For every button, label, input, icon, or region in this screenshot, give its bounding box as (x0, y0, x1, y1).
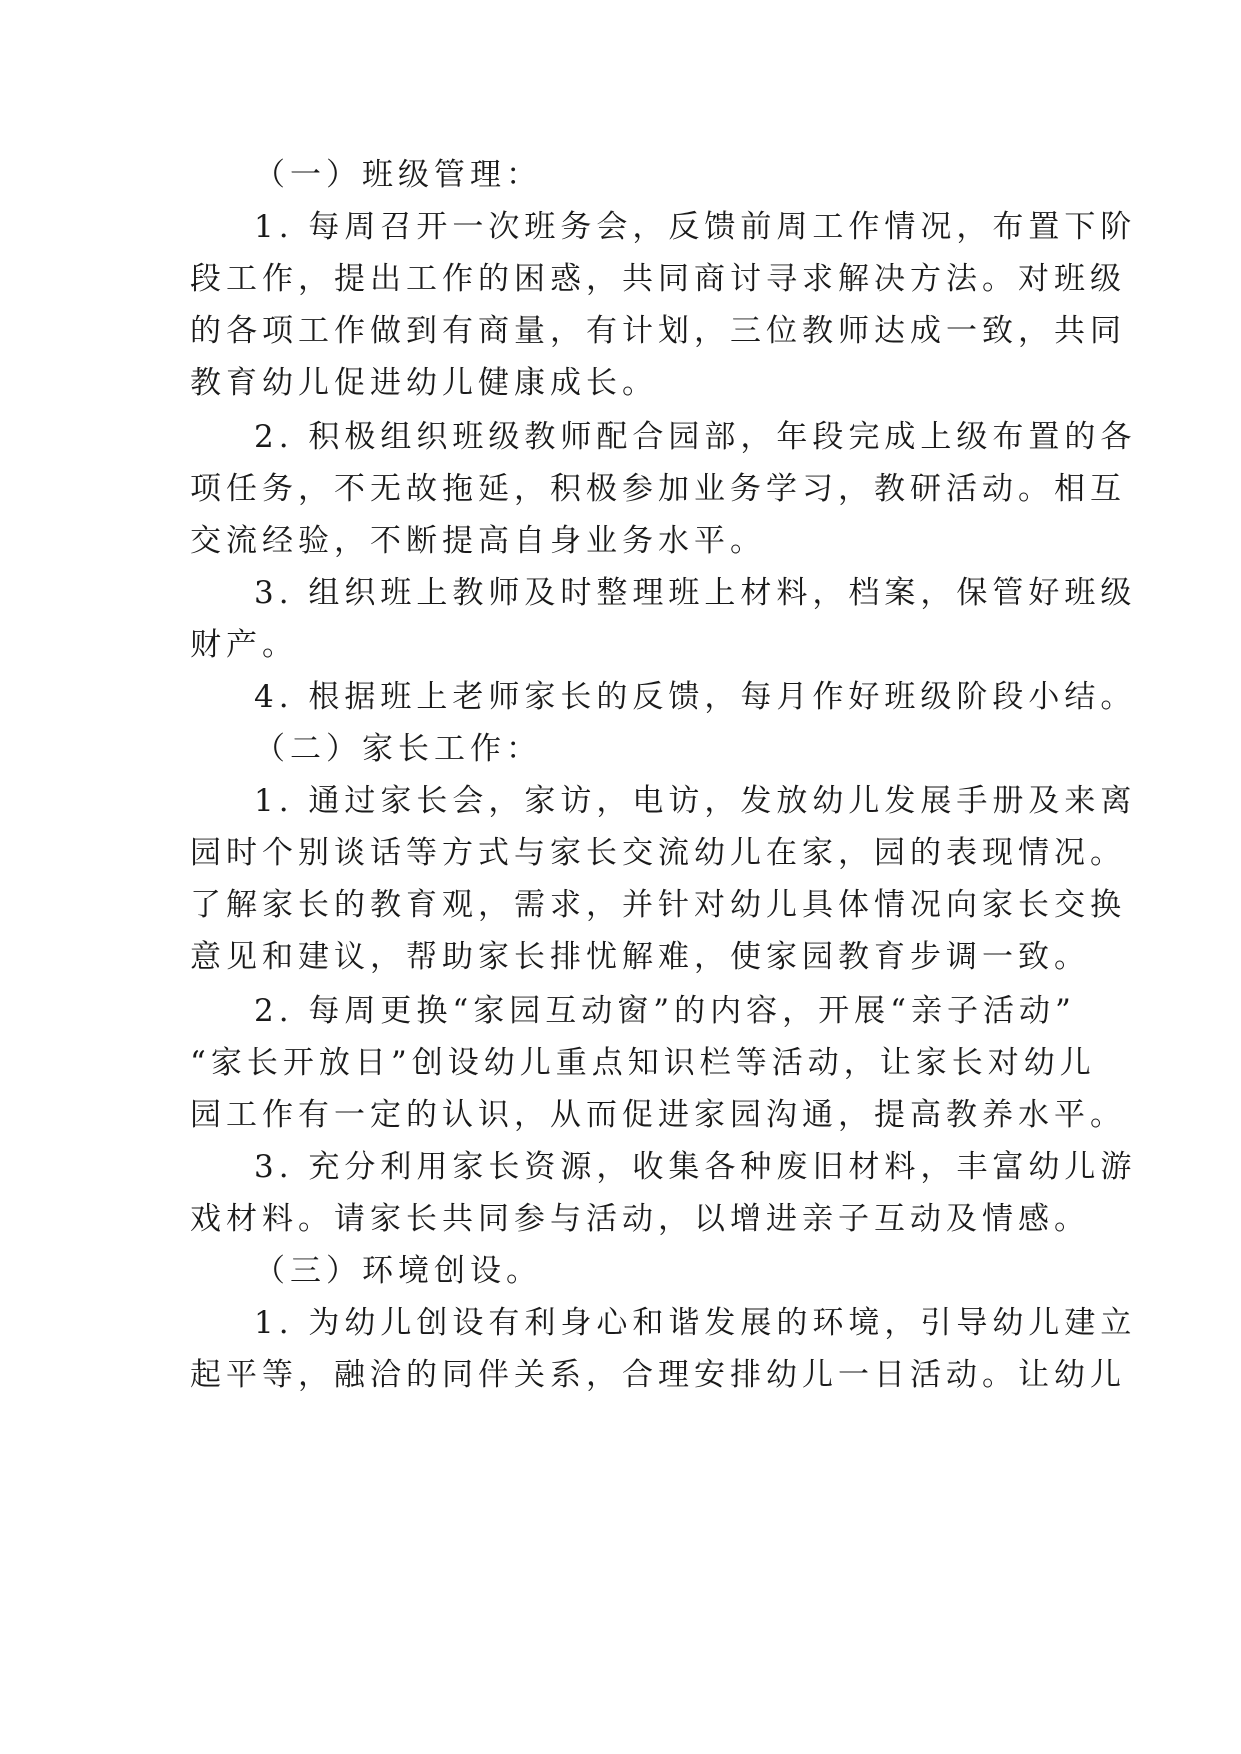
paragraph-line: 3. 充分利用家长资源，收集各种废旧材料，丰富幼儿游 (254, 1149, 1137, 1185)
section-heading-parent-work: （二）家长工作： (254, 731, 542, 767)
paragraph-line: 1. 通过家长会，家访，电访，发放幼儿发展手册及来离 (254, 783, 1137, 819)
paragraph-line: 园工作有一定的认识，从而促进家园沟通，提高教养水平。 (190, 1097, 1126, 1133)
paragraph-line: 交流经验，不断提高自身业务水平。 (190, 523, 766, 559)
paragraph-line: 戏材料。请家长共同参与活动，以增进亲子互动及情感。 (190, 1201, 1090, 1237)
section-heading-class-management: （一）班级管理： (254, 157, 542, 193)
paragraph-line: 2. 每周更换“家园互动窗”的内容，开展“亲子活动” (254, 993, 1076, 1029)
paragraph-line: “家长开放日”创设幼儿重点知识栏等活动，让家长对幼儿 (190, 1045, 1096, 1081)
paragraph-line: 园时个别谈话等方式与家长交流幼儿在家，园的表现情况。 (190, 835, 1126, 871)
section-heading-environment: （三）环境创设。 (254, 1253, 542, 1289)
paragraph-line: 财产。 (190, 627, 298, 663)
paragraph-line: 的各项工作做到有商量，有计划，三位教师达成一致，共同 (190, 313, 1126, 349)
paragraph-line: 了解家长的教育观，需求，并针对幼儿具体情况向家长交换 (190, 887, 1126, 923)
paragraph-line: 3. 组织班上教师及时整理班上材料，档案，保管好班级 (254, 575, 1137, 611)
paragraph-line: 起平等，融洽的同伴关系，合理安排幼儿一日活动。让幼儿 (190, 1357, 1126, 1393)
paragraph-line: 段工作，提出工作的困惑，共同商讨寻求解决方法。对班级 (190, 261, 1126, 297)
paragraph-line: 1. 为幼儿创设有利身心和谐发展的环境，引导幼儿建立 (254, 1305, 1137, 1341)
paragraph-line: 4. 根据班上老师家长的反馈，每月作好班级阶段小结。 (254, 679, 1137, 715)
paragraph-line: 项任务，不无故拖延，积极参加业务学习，教研活动。相互 (190, 471, 1126, 507)
paragraph-line: 2. 积极组织班级教师配合园部，年段完成上级布置的各 (254, 419, 1137, 455)
paragraph-line: 1. 每周召开一次班务会，反馈前周工作情况，布置下阶 (254, 209, 1137, 245)
paragraph-line: 教育幼儿促进幼儿健康成长。 (190, 365, 658, 401)
paragraph-line: 意见和建议，帮助家长排忧解难，使家园教育步调一致。 (190, 939, 1090, 975)
